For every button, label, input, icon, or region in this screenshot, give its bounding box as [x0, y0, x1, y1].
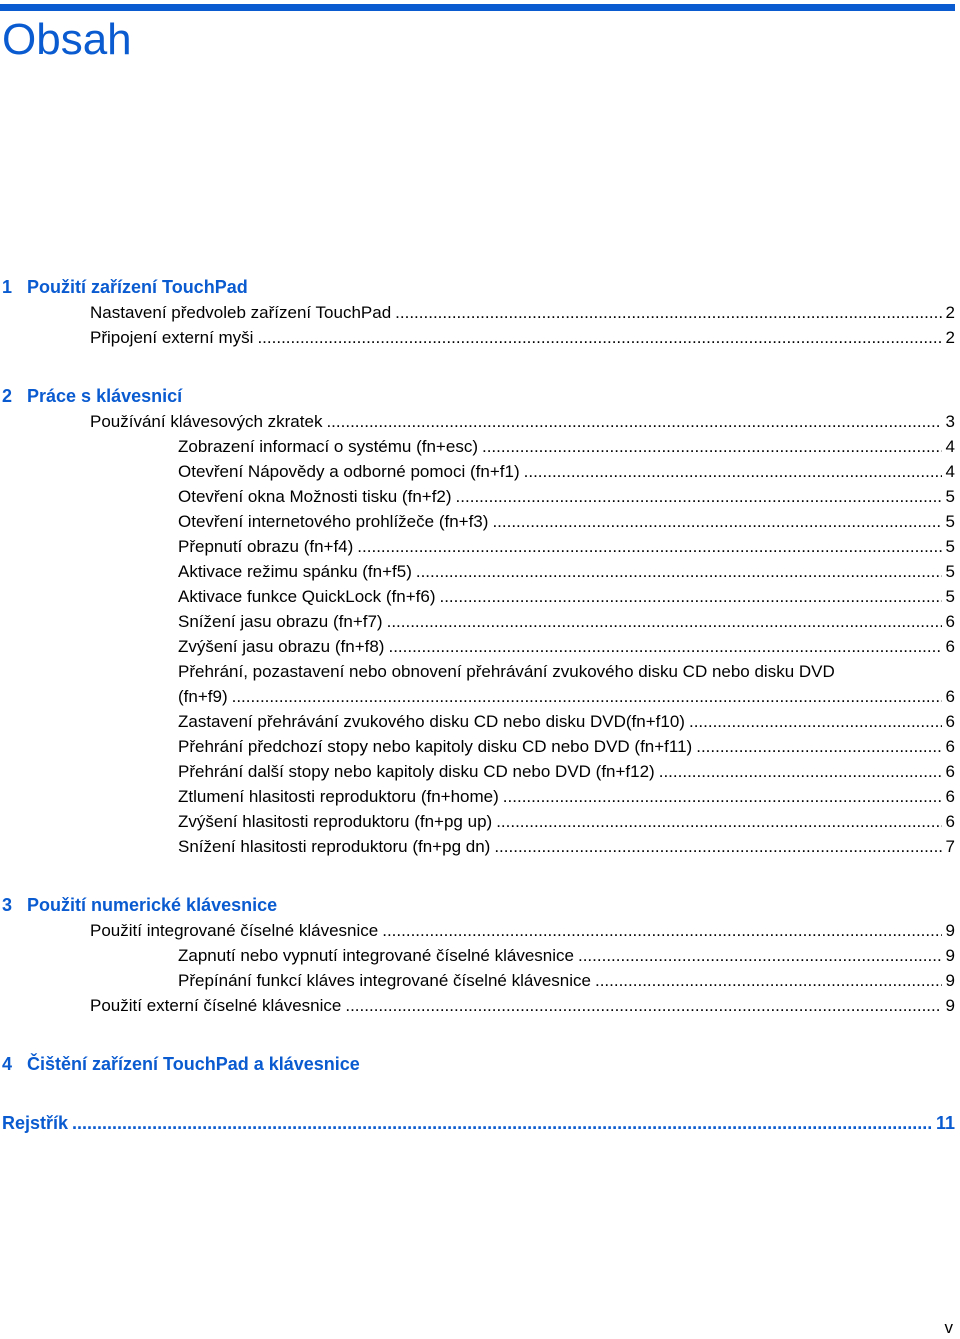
dot-leader	[416, 559, 942, 584]
toc-entry-page: 6	[945, 787, 955, 806]
dot-leader	[382, 918, 941, 943]
dot-leader	[257, 325, 941, 350]
toc-subentry[interactable]	[0, 609, 955, 634]
toc-entry-page: 6	[945, 687, 955, 706]
toc-entry-page: 9	[945, 971, 955, 990]
dot-leader	[659, 759, 942, 784]
toc-entry-text: Aktivace režimu spánku (fn+f5)	[178, 562, 412, 581]
dot-leader	[578, 943, 942, 968]
toc-subentry[interactable]	[0, 509, 955, 534]
toc-entry-page: 2	[945, 328, 955, 347]
toc-entry[interactable]	[0, 918, 955, 943]
toc-entry-page: 6	[945, 637, 955, 656]
dot-leader	[524, 459, 942, 484]
toc-entry-text: Přehrání předchozí stopy nebo kapitoly disku CD nebo DVD (fn+f11)	[178, 737, 693, 756]
dot-leader	[696, 734, 941, 759]
toc-entry-text: Přehrání, pozastavení nebo obnovení přehrávání zvukového disku CD nebo disku DVD	[178, 662, 835, 681]
toc-entry-text: Otevření internetového prohlížeče (fn+f3)	[178, 512, 489, 531]
toc-entry-page: 7	[945, 837, 955, 856]
dot-leader	[496, 809, 941, 834]
toc-subentry[interactable]	[0, 634, 955, 659]
chapter-title-text: Čištění zařízení TouchPad a klávesnice	[27, 1054, 360, 1074]
chapter-title-link[interactable]	[0, 275, 955, 300]
toc-entry-text: Zvýšení jasu obrazu (fn+f8)	[178, 637, 385, 656]
dot-leader	[357, 534, 941, 559]
header-rule	[0, 4, 955, 11]
toc-entry-text: Snížení jasu obrazu (fn+f7)	[178, 612, 383, 631]
toc-entry-continuation	[178, 684, 955, 709]
toc-entry-text: Přepínání funkcí kláves integrované číselné klávesnice	[178, 971, 591, 990]
dot-leader	[689, 709, 942, 734]
toc-entry-text: Používání klávesových zkratek	[90, 412, 323, 431]
toc-entry-text: Otevření okna Možnosti tisku (fn+f2)	[178, 487, 452, 506]
toc-entry-text: Nastavení předvoleb zařízení TouchPad	[90, 303, 392, 322]
toc-subentry[interactable]	[0, 709, 955, 734]
dot-leader	[492, 509, 941, 534]
dot-leader	[232, 684, 942, 709]
toc-entry-page: 4	[945, 462, 955, 481]
toc-entry-page: 6	[945, 737, 955, 756]
toc-subentry[interactable]	[0, 584, 955, 609]
dot-leader	[345, 993, 941, 1018]
toc-entry-text: Použití externí číselné klávesnice	[90, 996, 342, 1015]
toc-subentry[interactable]	[0, 434, 955, 459]
toc-subentry[interactable]	[0, 734, 955, 759]
chapter-number: 3	[2, 895, 13, 915]
toc-entry-page: 6	[945, 812, 955, 831]
toc-entry-page: 5	[945, 512, 955, 531]
index-page: 11	[935, 1113, 955, 1133]
chapter-title-link[interactable]	[0, 1052, 955, 1077]
toc-entry-text: Přehrání další stopy nebo kapitoly disku CD nebo DVD (fn+f12)	[178, 762, 655, 781]
toc-entry-text: Snížení hlasitosti reproduktoru (fn+pg dn)	[178, 837, 491, 856]
table-of-contents	[0, 275, 955, 1136]
toc-entry-text: Zobrazení informací o systému (fn+esc)	[178, 437, 478, 456]
toc-subentry[interactable]	[0, 659, 955, 709]
toc-subentry[interactable]	[0, 809, 955, 834]
toc-entry[interactable]	[0, 409, 955, 434]
footer-page-number: v	[944, 1318, 953, 1337]
chapter-4	[0, 1052, 955, 1077]
chapter-2	[0, 384, 955, 859]
page-title: Obsah	[2, 15, 132, 64]
toc-subentry[interactable]	[0, 968, 955, 993]
toc-entry-text-cont: (fn+f9)	[178, 687, 228, 706]
toc-entry-text: Zastavení přehrávání zvukového disku CD nebo disku DVD(fn+f10)	[178, 712, 685, 731]
chapter-title-text: Použití numerické klávesnice	[27, 895, 278, 915]
toc-entry-text: Zvýšení hlasitosti reproduktoru (fn+pg up)	[178, 812, 493, 831]
toc-entry-page: 5	[945, 587, 955, 606]
toc-entry-page: 9	[945, 921, 955, 940]
toc-subentry[interactable]	[0, 784, 955, 809]
toc-entry[interactable]	[0, 993, 955, 1018]
toc-entry-text: Otevření Nápovědy a odborné pomoci (fn+f1)	[178, 462, 520, 481]
dot-leader	[439, 584, 941, 609]
chapter-1	[0, 275, 955, 350]
toc-subentry[interactable]	[0, 459, 955, 484]
chapter-title-link[interactable]	[0, 893, 955, 918]
toc-subentry[interactable]	[0, 943, 955, 968]
toc-entry-text: Přepnutí obrazu (fn+f4)	[178, 537, 354, 556]
toc-entry-page: 2	[945, 303, 955, 322]
toc-subentry[interactable]	[0, 559, 955, 584]
chapter-title-link[interactable]	[0, 384, 955, 409]
chapter-number: 1	[2, 277, 13, 297]
dot-leader	[482, 434, 942, 459]
toc-entry[interactable]	[0, 325, 955, 350]
index-link[interactable]	[0, 1111, 955, 1136]
toc-entry-page: 9	[945, 946, 955, 965]
dot-leader	[494, 834, 941, 859]
chapter-number: 4	[2, 1054, 13, 1074]
dot-leader	[595, 968, 942, 993]
chapter-title-text: Práce s klávesnicí	[27, 386, 183, 406]
toc-entry-page: 5	[945, 562, 955, 581]
chapter-title-text: Použití zařízení TouchPad	[27, 277, 248, 297]
chapter-number: 2	[2, 386, 13, 406]
toc-entry-page: 9	[945, 996, 955, 1015]
toc-entry-text: Připojení externí myši	[90, 328, 254, 347]
toc-entry-page: 6	[945, 612, 955, 631]
dot-leader	[387, 609, 942, 634]
toc-subentry[interactable]	[0, 534, 955, 559]
dot-leader	[503, 784, 942, 809]
toc-entry-text: Ztlumení hlasitosti reproduktoru (fn+home)	[178, 787, 499, 806]
index-label: Rejstřík	[2, 1113, 69, 1133]
dot-leader	[456, 484, 942, 509]
toc-subentry[interactable]	[0, 834, 955, 859]
toc-entry-text: Aktivace funkce QuickLock (fn+f6)	[178, 587, 436, 606]
chapter-3	[0, 893, 955, 1018]
toc-entry[interactable]	[0, 300, 955, 325]
dot-leader	[326, 409, 941, 434]
toc-entry-page: 6	[945, 762, 955, 781]
dot-leader	[395, 300, 941, 325]
dot-leader	[72, 1111, 932, 1136]
toc-entry-page: 6	[945, 712, 955, 731]
toc-entry-text: Zapnutí nebo vypnutí integrované číselné klávesnice	[178, 946, 574, 965]
toc-entry-text: Použití integrované číselné klávesnice	[90, 921, 379, 940]
toc-subentry[interactable]	[0, 484, 955, 509]
toc-subentry[interactable]	[0, 759, 955, 784]
toc-entry-page: 5	[945, 487, 955, 506]
toc-entry-page: 3	[945, 412, 955, 431]
toc-entry-page: 4	[945, 437, 955, 456]
toc-entry-page: 5	[945, 537, 955, 556]
dot-leader	[388, 634, 941, 659]
